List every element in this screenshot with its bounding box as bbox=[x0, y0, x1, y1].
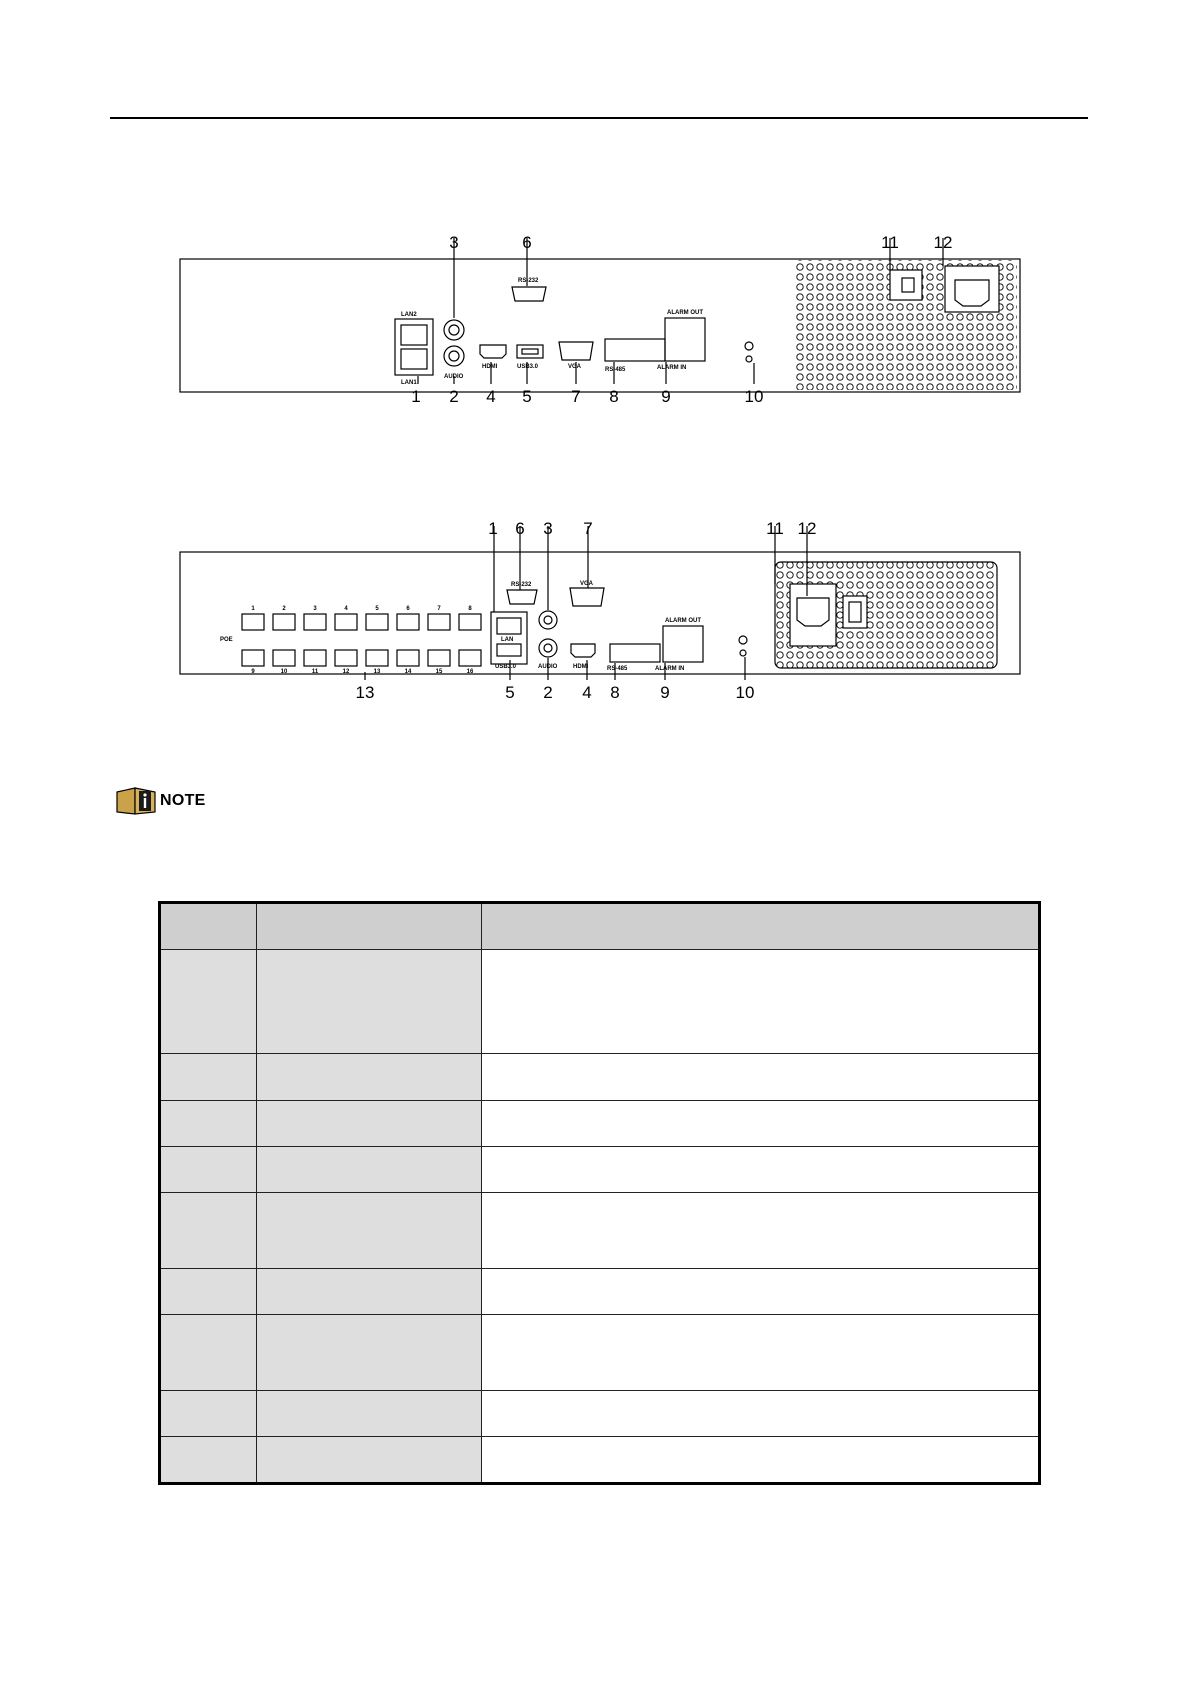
callout-13: 13 bbox=[355, 683, 375, 702]
callout-9: 9 bbox=[660, 683, 670, 702]
callout-4: 4 bbox=[486, 387, 496, 406]
callout-3: 3 bbox=[449, 233, 459, 252]
poe-number: 8 bbox=[468, 606, 472, 612]
hdmi-port bbox=[480, 345, 506, 358]
usb-port bbox=[517, 345, 543, 358]
interface-table bbox=[158, 901, 1041, 1485]
poe-number: 13 bbox=[373, 669, 381, 675]
poe-number: 5 bbox=[375, 606, 379, 612]
callout-10: 10 bbox=[735, 683, 755, 702]
poe-number: 3 bbox=[313, 606, 317, 612]
table-row bbox=[160, 1054, 1040, 1101]
callout-2: 2 bbox=[543, 683, 553, 702]
cell-description bbox=[482, 1054, 1040, 1101]
poe-number: 15 bbox=[435, 669, 443, 675]
info-book-icon bbox=[115, 786, 157, 816]
poe-number: 1 bbox=[251, 606, 255, 612]
cell-no bbox=[160, 1391, 257, 1437]
rs485-label: RS-485 bbox=[607, 666, 628, 672]
table-row bbox=[160, 1101, 1040, 1147]
cell-name bbox=[257, 1315, 482, 1391]
callout-8: 8 bbox=[609, 387, 619, 406]
cell-description bbox=[482, 1101, 1040, 1147]
poe-number: 14 bbox=[404, 669, 412, 675]
callout-5: 5 bbox=[522, 387, 532, 406]
table-row bbox=[160, 1269, 1040, 1315]
audio-label: AUDIO bbox=[538, 664, 558, 670]
cell-no bbox=[160, 950, 257, 1054]
cell-name bbox=[257, 1391, 482, 1437]
cell-name bbox=[257, 950, 482, 1054]
callout-5: 5 bbox=[505, 683, 515, 702]
ground-icon bbox=[739, 636, 747, 644]
audio-label: AUDIO bbox=[444, 374, 464, 380]
cell-description bbox=[482, 1391, 1040, 1437]
callout-1: 1 bbox=[488, 520, 498, 538]
cell-no bbox=[160, 1193, 257, 1269]
power-switch bbox=[843, 596, 867, 628]
poe-number: 2 bbox=[282, 606, 286, 612]
table-row bbox=[160, 1147, 1040, 1193]
cell-description bbox=[482, 1315, 1040, 1391]
cell-name bbox=[257, 1054, 482, 1101]
audio-out-jack bbox=[539, 639, 557, 657]
audio-in-jack bbox=[444, 320, 464, 340]
poe-number: 12 bbox=[342, 669, 350, 675]
vga-label: VGA bbox=[568, 364, 582, 370]
alarm-out-terminal bbox=[663, 626, 703, 662]
audio-in-jack bbox=[539, 611, 557, 629]
note-label: NOTE bbox=[160, 792, 206, 809]
callout-10: 10 bbox=[744, 387, 764, 406]
callout-7: 7 bbox=[583, 520, 593, 538]
cell-description bbox=[482, 950, 1040, 1054]
cell-description bbox=[482, 1437, 1040, 1484]
poe-number: 9 bbox=[251, 669, 255, 675]
callout-3: 3 bbox=[543, 520, 553, 538]
alarm-in-label: ALARM IN bbox=[655, 666, 685, 672]
cell-no bbox=[160, 1101, 257, 1147]
cell-no bbox=[160, 1269, 257, 1315]
cell-name bbox=[257, 1193, 482, 1269]
callout-6: 6 bbox=[522, 233, 532, 252]
note-callout bbox=[115, 786, 206, 816]
poe-number: 16 bbox=[466, 669, 474, 675]
cell-no bbox=[160, 1437, 257, 1484]
rear-panel-figure-b bbox=[175, 520, 1025, 710]
callout-11: 11 bbox=[766, 520, 784, 538]
cell-description bbox=[482, 1269, 1040, 1315]
cell-name bbox=[257, 1101, 482, 1147]
rs485-alarm-in-terminal bbox=[610, 644, 660, 662]
callout-11: 11 bbox=[881, 233, 899, 252]
poe-number: 10 bbox=[280, 669, 288, 675]
callout-9: 9 bbox=[661, 387, 671, 406]
lan-label: LAN bbox=[501, 637, 514, 643]
vga-port bbox=[570, 588, 604, 606]
lan2-label: LAN2 bbox=[401, 312, 417, 318]
table-row bbox=[160, 1391, 1040, 1437]
poe-port-block bbox=[242, 614, 481, 666]
alarm-out-terminal bbox=[665, 318, 705, 361]
callout-6: 6 bbox=[515, 520, 525, 538]
hdmi-label: HDMI bbox=[482, 364, 498, 370]
table-row bbox=[160, 1193, 1040, 1269]
vga-label: VGA bbox=[580, 581, 594, 587]
rs232-label: RS-232 bbox=[518, 278, 539, 284]
table-row bbox=[160, 1437, 1040, 1484]
alarm-in-label: ALARM IN bbox=[657, 365, 687, 371]
header-cell-name bbox=[257, 903, 482, 950]
power-socket bbox=[945, 266, 999, 312]
callout-7: 7 bbox=[571, 387, 581, 406]
cell-description bbox=[482, 1193, 1040, 1269]
rs232-label: RS-232 bbox=[511, 582, 532, 588]
hdmi-port bbox=[571, 644, 595, 657]
callout-8: 8 bbox=[610, 683, 620, 702]
lan1-label: LAN1 bbox=[401, 380, 417, 386]
callout-4: 4 bbox=[582, 683, 592, 702]
table-header-row bbox=[160, 903, 1040, 950]
callout-12: 12 bbox=[933, 233, 953, 252]
alarm-out-label: ALARM OUT bbox=[665, 618, 701, 624]
cell-no bbox=[160, 1054, 257, 1101]
rear-panel-figure-a bbox=[175, 232, 1025, 422]
callout-2: 2 bbox=[449, 387, 459, 406]
callout-12: 12 bbox=[797, 520, 817, 538]
ground-icon bbox=[745, 342, 753, 350]
header-cell-no bbox=[160, 903, 257, 950]
rs485-alarm-in-terminal bbox=[605, 339, 665, 361]
header-cell-description bbox=[482, 903, 1040, 950]
power-switch bbox=[890, 270, 922, 300]
cell-name bbox=[257, 1437, 482, 1484]
hdmi-label: HDMI bbox=[573, 664, 589, 670]
vga-port bbox=[559, 342, 593, 360]
usb-label: USB3.0 bbox=[517, 364, 539, 370]
table-row bbox=[160, 950, 1040, 1054]
poe-label: POE bbox=[220, 637, 233, 643]
table-row bbox=[160, 1315, 1040, 1391]
rs232-port bbox=[507, 590, 537, 604]
cell-no bbox=[160, 1315, 257, 1391]
cell-description bbox=[482, 1147, 1040, 1193]
header-rule bbox=[110, 117, 1088, 119]
rs485-label: RS-485 bbox=[605, 367, 626, 373]
poe-number: 4 bbox=[344, 606, 348, 612]
cell-no bbox=[160, 1147, 257, 1193]
audio-out-jack bbox=[444, 346, 464, 366]
poe-number: 7 bbox=[437, 606, 441, 612]
callout-1: 1 bbox=[411, 387, 421, 406]
poe-number: 6 bbox=[406, 606, 410, 612]
cell-name bbox=[257, 1147, 482, 1193]
poe-number: 11 bbox=[311, 669, 319, 675]
usb-label: USB3.0 bbox=[495, 664, 517, 670]
cell-name bbox=[257, 1269, 482, 1315]
alarm-out-label: ALARM OUT bbox=[667, 310, 703, 316]
rs232-port bbox=[512, 287, 546, 301]
